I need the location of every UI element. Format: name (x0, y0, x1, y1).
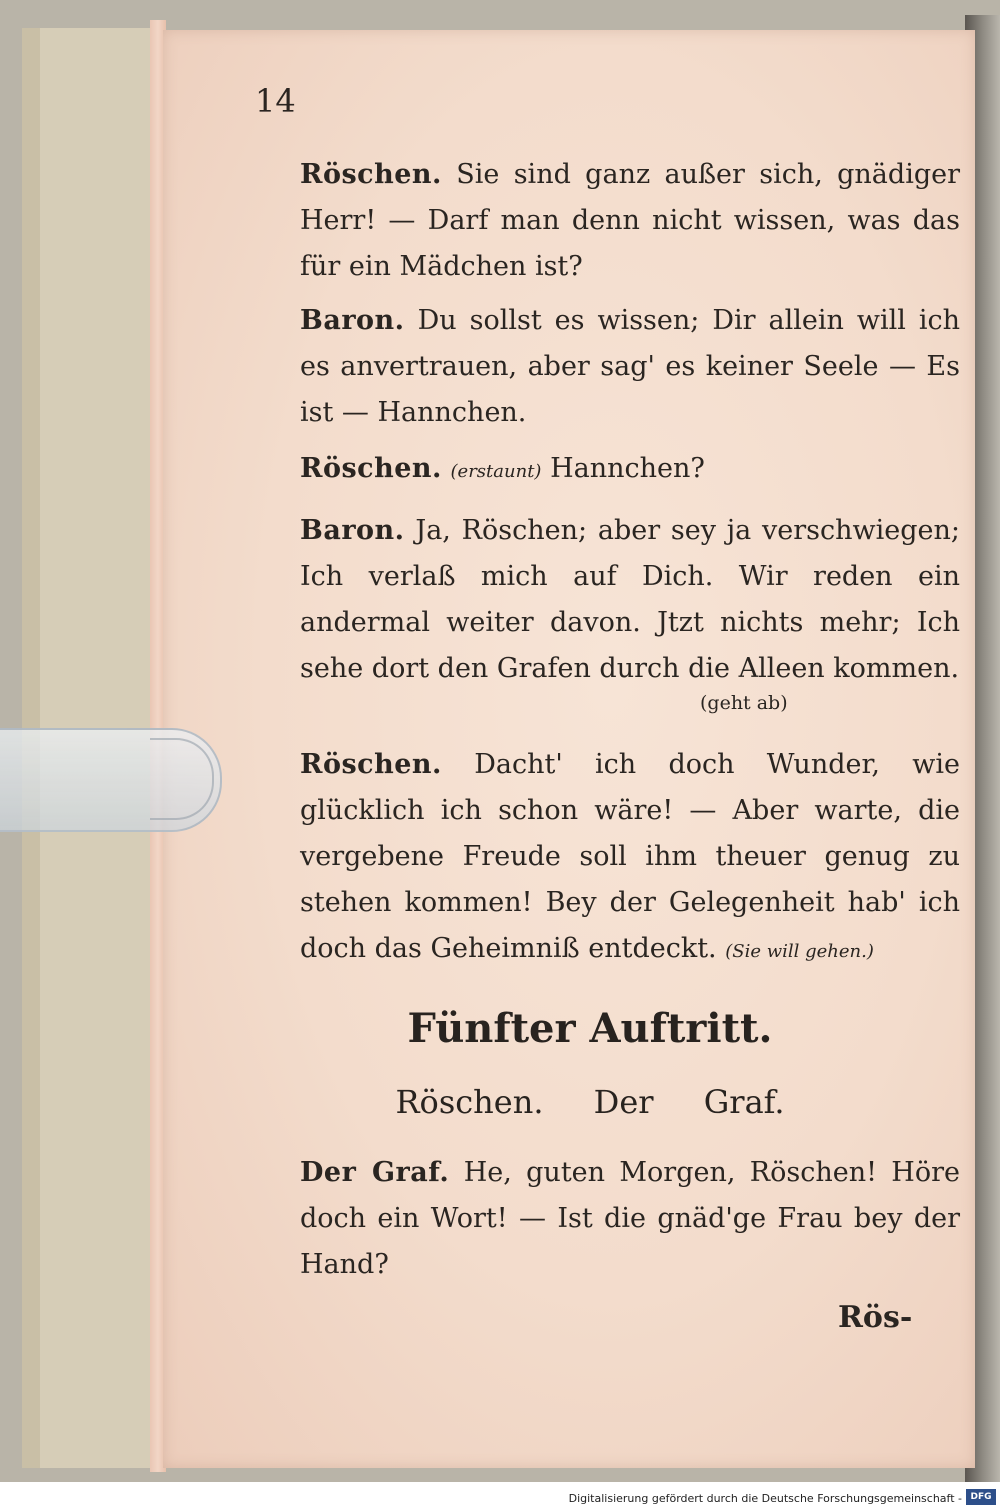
catchword: Rös- (838, 1300, 913, 1335)
passage-3 (252, 446, 960, 495)
passage-6 (252, 1150, 960, 1288)
dfg-logo: DFG (966, 1489, 996, 1505)
passage-text: He, guten Morgen, Röschen! Höre doch ein Wort! — Ist die gnäd'ge Frau bey der Hand? (300, 1157, 960, 1280)
speaker-label: Röschen. (300, 749, 442, 780)
speaker-label: Röschen. (300, 159, 442, 190)
passage-text: Du sollst es wissen; Dir allein will ich es anvertrauen, aber sag' es keiner Seele — Es ist — Hannchen. (300, 305, 960, 428)
passage-text: Hannchen? (550, 453, 705, 484)
speaker-label: Baron. (300, 305, 405, 336)
passage-2 (252, 298, 960, 436)
speaker-label: Baron. (300, 515, 405, 546)
stage-direction: (Sie will gehen.) (725, 941, 874, 962)
stage-direction-exit: (geht ab) (700, 692, 788, 714)
footer-credit: Digitalisierung gefördert durch die Deutsche Forschungsgemeinschaft - (568, 1492, 962, 1505)
passage-1 (252, 152, 960, 290)
scene-persons: Röschen. Der Graf. (395, 1083, 785, 1121)
passage-text: Dacht' ich doch Wunder, wie glücklich ich schon wäre! — Aber warte, die vergebene Freude soll ihm theuer genug zu stehen kommen! Bey der Gelegenheit hab' ich doch das Geheimniß entdeckt. (300, 749, 960, 964)
speaker-label: Der Graf. (300, 1157, 450, 1188)
scene-title: Fünfter Auftritt. (407, 1005, 773, 1052)
passage-5 (252, 742, 960, 975)
speaker-label: Röschen. (300, 453, 442, 484)
passage-4 (252, 508, 960, 692)
passage-text: Sie sind ganz außer sich, gnädiger Herr! — Darf man denn nicht wissen, was das für ein Mädchen ist? (300, 159, 960, 282)
stage-direction: (erstaunt) (450, 461, 542, 482)
page-number: 14 (255, 82, 296, 120)
passage-text: Ja, Röschen; aber sey ja verschwiegen; Ich verlaß mich auf Dich. Wir reden ein andermal weiter davon. Jtzt nichts mehr; Ich sehe dort den Grafen durch die Alleen kommen. (300, 515, 960, 684)
